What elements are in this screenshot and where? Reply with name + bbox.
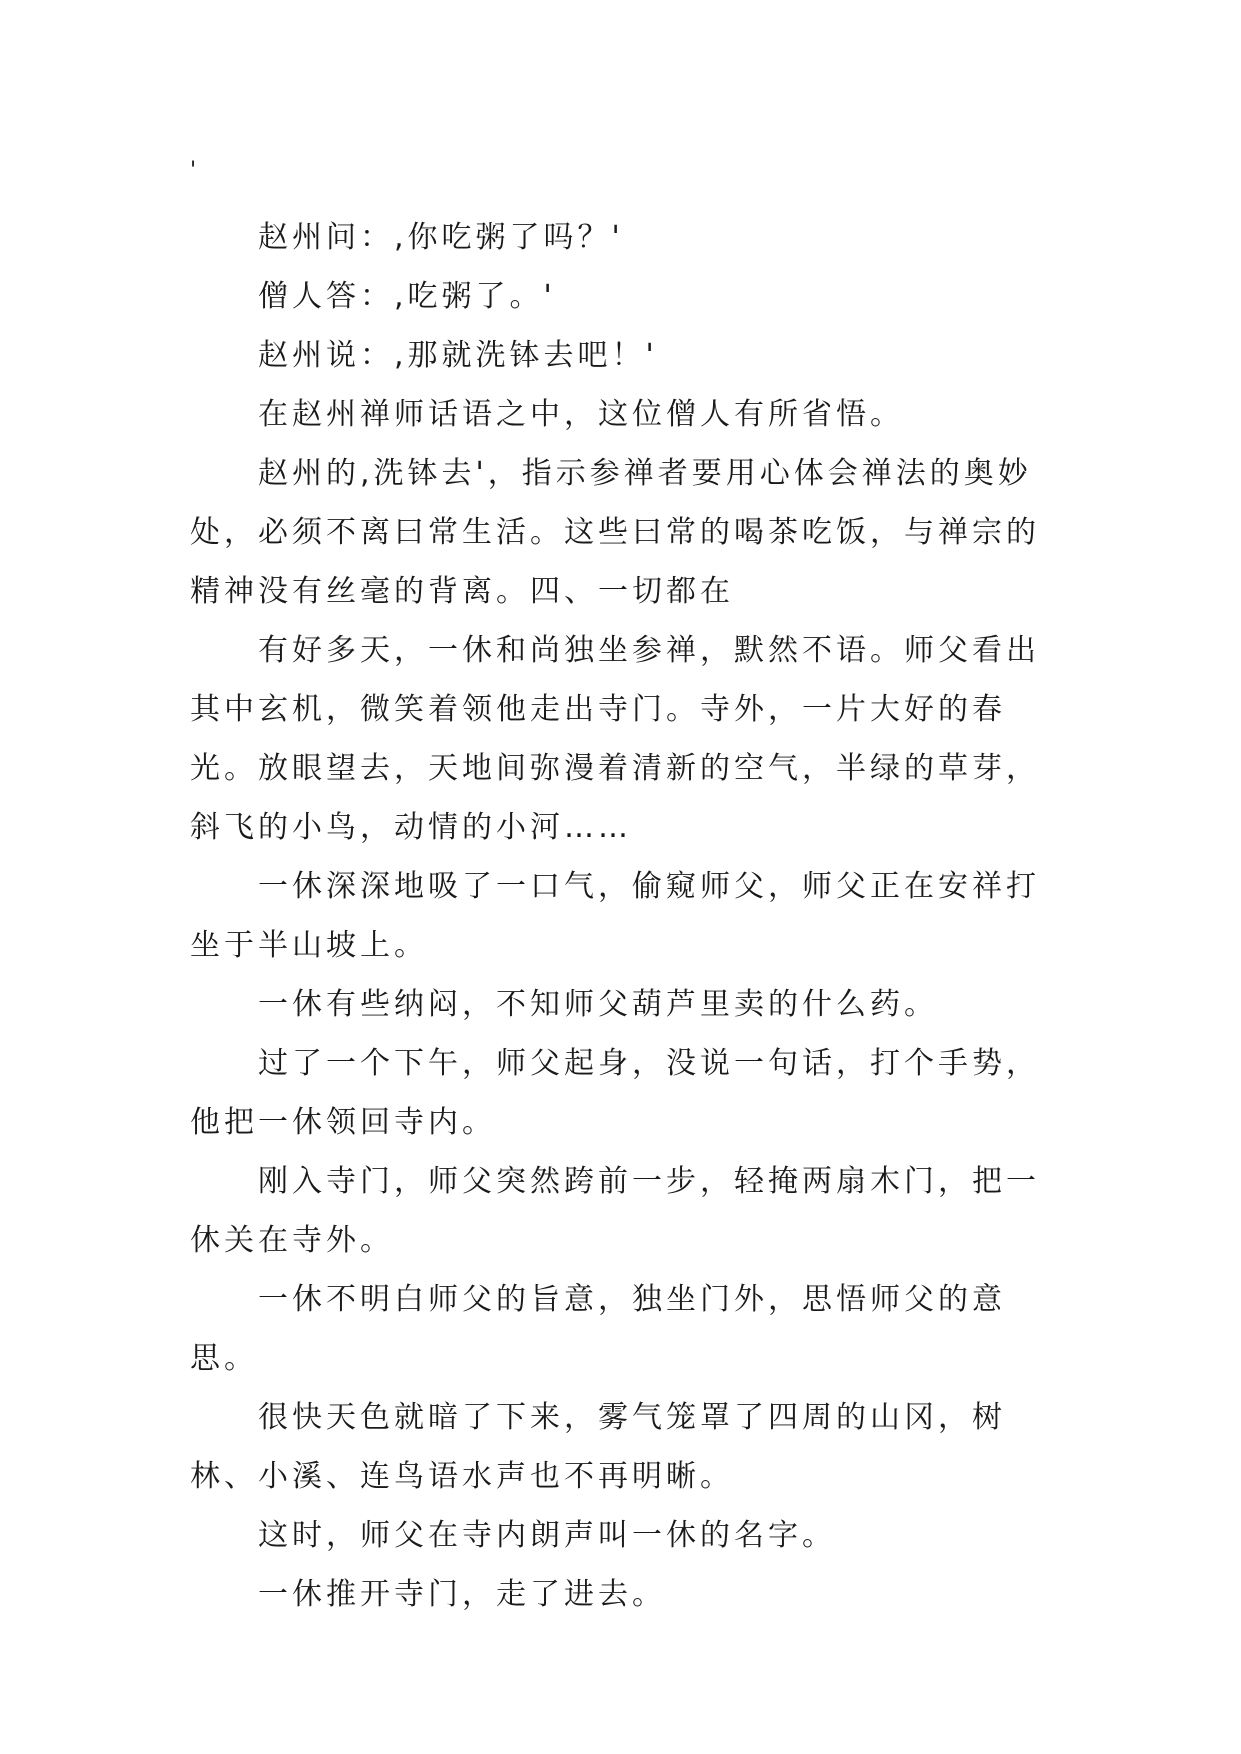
paragraph-7: 一休深深地吸了一口气，偷窥师父，师父正在安祥打坐于半山坡上。: [190, 869, 1040, 963]
paragraph-1: 赵州问：,你吃粥了吗？': [258, 220, 624, 255]
paragraph-5: 赵州的,洗钵去'，指示参禅者要用心体会禅法的奥妙处，必须不离曰常生活。这些曰常的喝茶吃饭，与禅宗的精神没有丝毫的背离。四、一切都在: [190, 456, 1040, 609]
paragraph-2: 僧人答：,吃粥了。': [258, 279, 556, 314]
leading-quote-mark: ': [190, 158, 201, 183]
paragraph-10: 刚入寺门，师父突然跨前一步，轻掩两扇木门，把一休关在寺外。: [190, 1164, 1040, 1258]
paragraph-14: 一休推开寺门，走了进去。: [258, 1577, 666, 1612]
paragraph-12: 很快天色就暗了下来，雾气笼罩了四周的山冈，树林、小溪、连鸟语水声也不再明晰。: [190, 1400, 1006, 1494]
paragraph-9: 过了一个下午，师父起身，没说一句话，打个手势，他把一休领回寺内。: [190, 1046, 1040, 1140]
paragraph-11: 一休不明白师父的旨意，独坐门外，思悟师父的意思。: [190, 1282, 1006, 1376]
paragraph-8: 一休有些纳闷，不知师父葫芦里卖的什么药。: [258, 987, 938, 1022]
paragraph-6: 有好多天，一休和尚独坐参禅，默然不语。师父看出其中玄机，微笑着领他走出寺门。寺外，一片大好的春光。放眼望去，天地间弥漫着清新的空气，半绿的草芽，斜飞的小鸟，动情的小河……: [190, 633, 1040, 845]
paragraph-4: 在赵州禅师话语之中，这位僧人有所省悟。: [258, 397, 904, 432]
paragraph-3: 赵州说：,那就洗钵去吧！': [258, 338, 658, 373]
paragraph-13: 这时，师父在寺内朗声叫一休的名字。: [258, 1518, 836, 1553]
document-body: [190, 156, 1070, 1624]
